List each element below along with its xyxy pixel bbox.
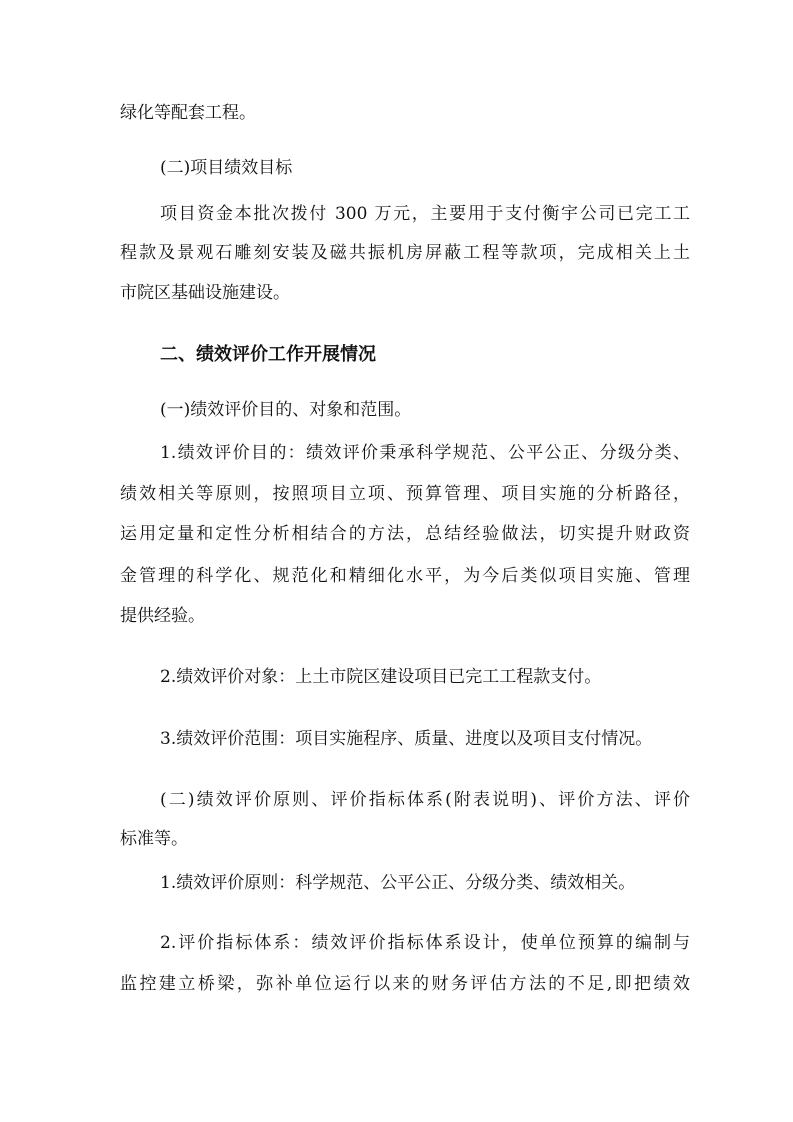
paragraph-line: 绩效相关等原则，按照项目立项、预算管理、项目实施的分析路径，	[120, 484, 690, 504]
subsection-heading-continued: 标准等。	[120, 829, 188, 849]
subsection-heading: (二)绩效评价原则、评价指标体系(附表说明)、评价方法、评价	[160, 790, 690, 810]
paragraph-line: 项目资金本批次拨付 300 万元，主要用于支付衡宇公司已完工工	[160, 204, 690, 224]
paragraph-line: 2.绩效评价对象：上土市院区建设项目已完工工程款支付。	[160, 667, 602, 687]
paragraph-line: 运用定量和定性分析相结合的方法，总结经验做法，切实提升财政资	[120, 524, 690, 544]
paragraph-line: 程款及景观石雕刻安装及磁共振机房屏蔽工程等款项，完成相关上土	[120, 243, 690, 263]
paragraph-line: 监控建立桥梁，弥补单位运行以来的财务评估方法的不足,即把绩效	[120, 974, 690, 994]
subsection-heading: (二)项目绩效目标	[160, 158, 293, 178]
paragraph-line: 市院区基础设施建设。	[120, 283, 290, 303]
paragraph-line: 绿化等配套工程。	[120, 103, 256, 123]
paragraph-line: 2.评价指标体系：绩效评价指标体系设计，使单位预算的编制与	[160, 933, 690, 953]
subsection-heading: (一)绩效评价目的、对象和范围。	[160, 400, 412, 420]
paragraph-line: 1.绩效评价目的：绩效评价秉承科学规范、公平公正、分级分类、	[160, 443, 690, 463]
paragraph-line: 3.绩效评价范围：项目实施程序、质量、进度以及项目支付情况。	[160, 729, 653, 749]
paragraph-line: 1.绩效评价原则：科学规范、公平公正、分级分类、绩效相关。	[160, 873, 636, 893]
paragraph-line: 金管理的科学化、规范化和精细化水平，为今后类似项目实施、管理	[120, 566, 690, 586]
section-heading: 二、绩效评价工作开展情况	[160, 344, 376, 365]
paragraph-line: 提供经验。	[120, 606, 205, 626]
